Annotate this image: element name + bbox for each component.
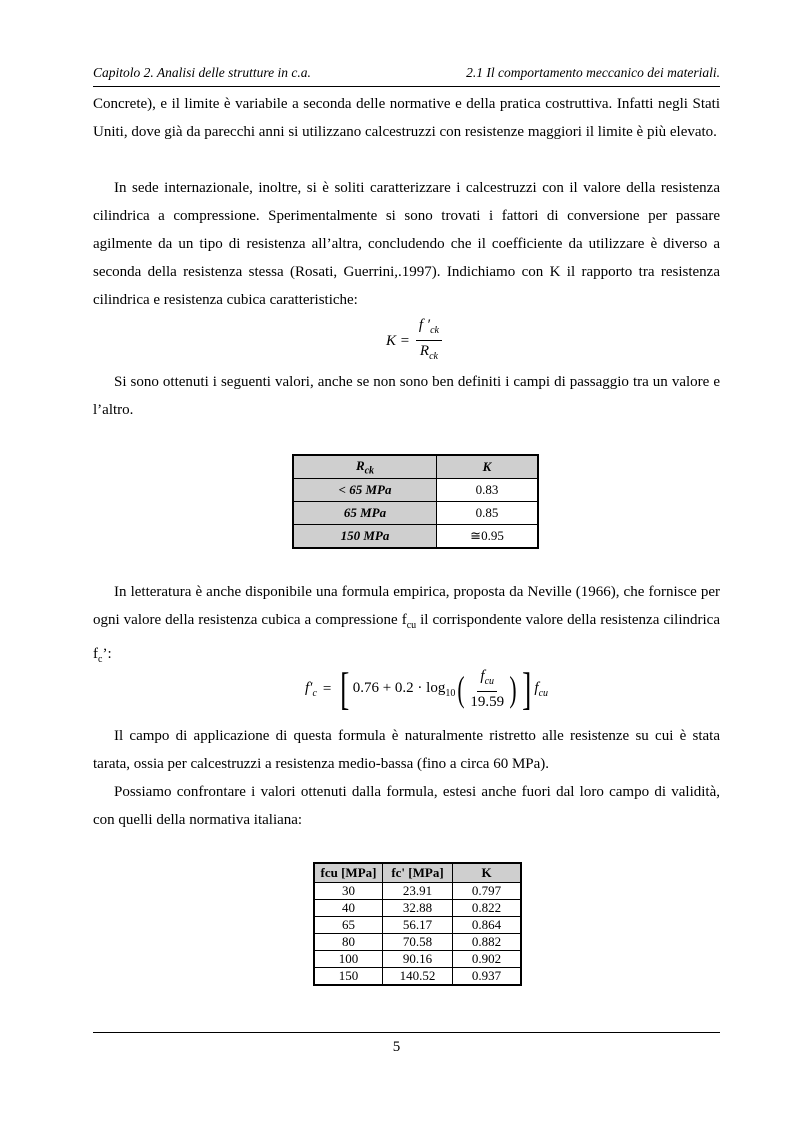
formula-k-ratio [386, 316, 442, 367]
formula-k-num-symbol: f ′ [418, 317, 431, 333]
left-paren-glyph: ( [457, 669, 465, 709]
table-cell-fc: 90.16 [383, 951, 453, 968]
paragraph-4-part-c: ’: [102, 646, 112, 662]
table-row [314, 934, 521, 951]
neville-equals: = [322, 680, 332, 697]
formula-k-denominator [417, 341, 441, 367]
table-cell-rck: < 65 MPa [293, 479, 437, 502]
table-row [293, 525, 538, 549]
table-cell-fc: 56.17 [383, 917, 453, 934]
header-fc: fc' [MPa] [383, 863, 453, 883]
formula-k-fraction [416, 316, 442, 367]
formula-k-den-sub: ck [429, 351, 438, 362]
paragraph-4-part-a: In letteratura è anche disponibile una formula empirica, proposta da Neville (1966), che fornisce per ogni valore della resistenza cubica a compressione f [93, 584, 720, 628]
neville-rhs [534, 680, 548, 699]
neville-lhs [305, 680, 317, 699]
page-number: 5 [392, 1039, 401, 1055]
table-cell-fc: 140.52 [383, 968, 453, 986]
table-cell-k: 0.797 [453, 883, 522, 900]
paragraph-4-sub-c: c [98, 654, 103, 665]
formula-neville [305, 664, 548, 714]
table-header-row [293, 455, 538, 479]
table-cell-k: 0.822 [453, 900, 522, 917]
paragraph-4-part-b: il corrispondente valore della resistenza cilindrica f [93, 612, 720, 662]
table-cell-fc: 32.88 [383, 900, 453, 917]
left-bracket-glyph: [ [340, 663, 350, 714]
header-chapter: Capitolo 2. Analisi delle strutture in c.a. [93, 65, 311, 80]
table-row [314, 900, 521, 917]
table-cell-fcu: 65 [314, 917, 383, 934]
table-cell-rck: 150 MPa [293, 525, 437, 549]
paragraph-4 [93, 578, 720, 674]
formula-k-lhs: K = [386, 333, 410, 349]
paragraph-4-sub-cu: cu [406, 620, 417, 631]
neville-constant-text: 0.76 + 0.2 · log [352, 679, 446, 696]
table-cell-k: ≅0.95 [437, 525, 539, 549]
table-header-row [314, 863, 521, 883]
neville-lhs-prime: ′ [309, 679, 313, 696]
right-paren-glyph: ) [509, 669, 517, 709]
footer-divider [93, 1032, 720, 1033]
paragraph-3: Si sono ottenuti i seguenti valori, anche se non sono ben definiti i campi di passaggio tra un valore e l’altro. [93, 374, 720, 418]
table-cell-k: 0.882 [453, 934, 522, 951]
header-k: K [453, 863, 522, 883]
fcu-comparison-table [313, 862, 522, 986]
header-rck-sub: ck [364, 465, 375, 477]
neville-num-sub: cu [484, 675, 495, 687]
header-k: K [437, 455, 539, 479]
table-cell-fc: 70.58 [383, 934, 453, 951]
neville-num-symbol: f [480, 667, 485, 684]
table-cell-k: 0.85 [437, 502, 539, 525]
header-section: 2.1 Il comportamento meccanico dei materiali. [466, 65, 720, 80]
formula-k-numerator [416, 316, 442, 341]
formula-k-den-symbol: R [419, 343, 430, 359]
table-row [314, 951, 521, 968]
table-cell-rck: 65 MPa [293, 502, 437, 525]
table-cell-fcu: 100 [314, 951, 383, 968]
table-cell-fcu: 40 [314, 900, 383, 917]
header-fcu: fcu [MPa] [314, 863, 383, 883]
table-cell-fcu: 150 [314, 968, 383, 986]
table-row [314, 883, 521, 900]
neville-lhs-symbol: f [305, 679, 310, 696]
neville-numerator [477, 667, 497, 692]
k-values-table [292, 454, 539, 549]
table-row [293, 479, 538, 502]
header-rck-symbol: R [355, 457, 365, 473]
neville-constant [353, 680, 456, 699]
table-cell-fcu: 30 [314, 883, 383, 900]
table-cell-k: 0.864 [453, 917, 522, 934]
table-cell-fcu: 80 [314, 934, 383, 951]
neville-fraction [467, 667, 507, 712]
table-cell-k: 0.937 [453, 968, 522, 986]
table-row [314, 917, 521, 934]
paragraph-1: Concrete), e il limite è variabile a seconda delle normative e della pratica costruttiva. Infatti negli Stati Uniti, dove già da parecchi anni si utilizzano calcestruzzi con resistenze maggiori il limite è più elevato. [93, 96, 720, 140]
neville-denominator: 19.59 [470, 693, 505, 710]
neville-log-base: 10 [445, 687, 456, 699]
table-row [314, 968, 521, 986]
table-row [293, 502, 538, 525]
running-header [93, 62, 720, 87]
neville-rhs-symbol: f [534, 679, 539, 696]
neville-rhs-sub: cu [538, 687, 549, 699]
paragraph-6: Possiamo confrontare i valori ottenuti dalla formula, estesi anche fuori dal loro campo di validità, con quelli della normativa italiana: [93, 784, 720, 828]
table-cell-k: 0.902 [453, 951, 522, 968]
paragraph-2: In sede internazionale, inoltre, si è soliti caratterizzare i calcestruzzi con il valore della resistenza cilindrica a compressione. Sperimentalmente si sono trovati i fattori di conversione per passare agilmente da un tipo di resistenza all’altra, concludendo che il coefficiente da utilizzare è diverso a seconda della resistenza stessa (Rosati, Guerrini,.1997). Indichiamo con K il rapporto tra resistenza cilindrica e resistenza cubica caratteristiche: [93, 180, 720, 308]
table-cell-fc: 23.91 [383, 883, 453, 900]
header-rck [293, 455, 437, 479]
table-cell-k: 0.83 [437, 479, 539, 502]
neville-lhs-sub: c [312, 687, 317, 699]
right-bracket-glyph: ] [522, 663, 532, 714]
paragraph-5: Il campo di applicazione di questa formula è naturalmente ristretto alle resistenze su cui è stata tarata, ossia per calcestruzzi a resistenza medio-bassa (fino a circa 60 MPa). [93, 728, 720, 772]
formula-k-num-sub: ck [430, 325, 439, 336]
